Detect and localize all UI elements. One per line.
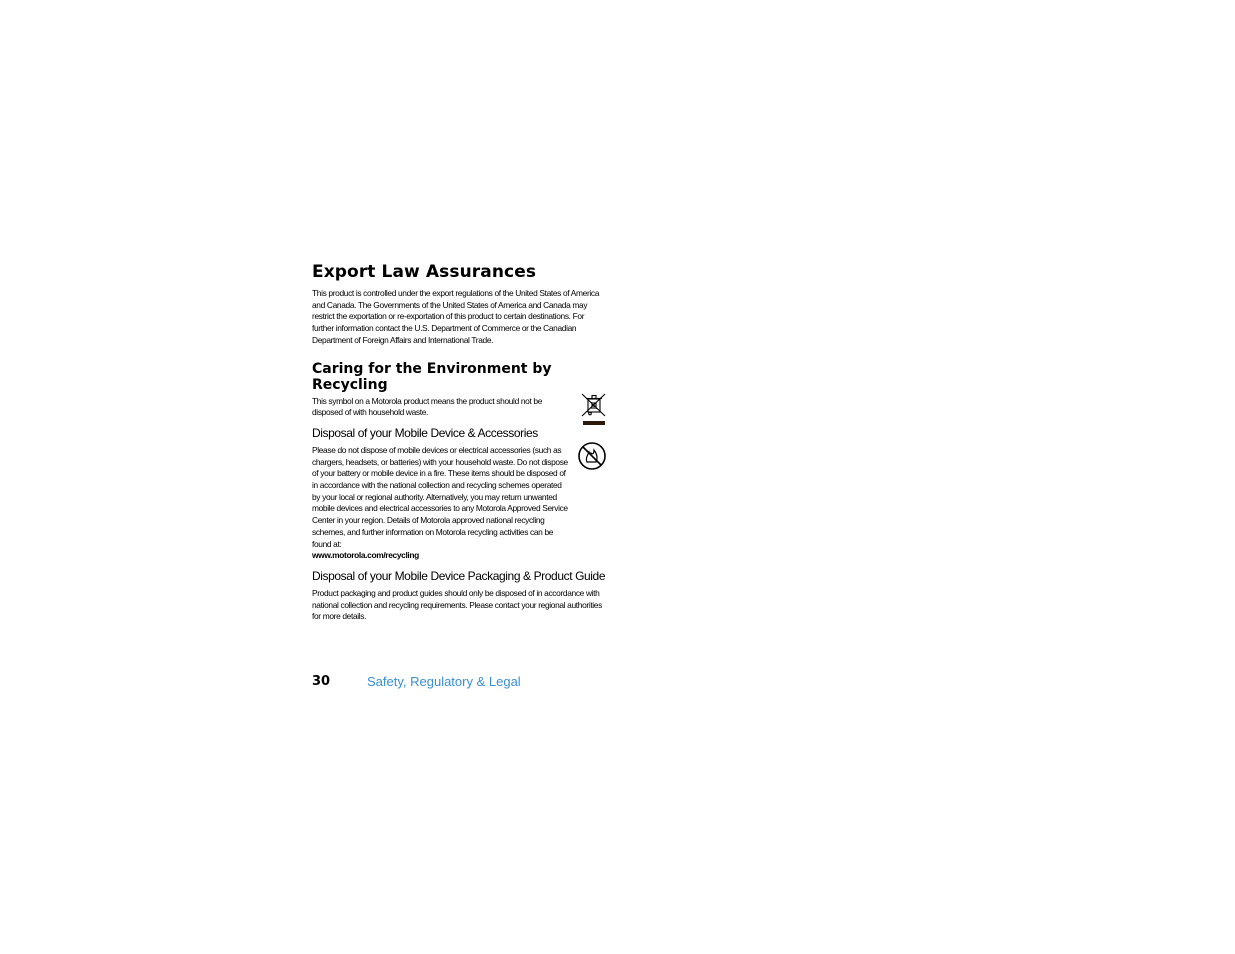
recycling-title: Caring for the Environment by Recycling xyxy=(312,360,552,393)
recycling-intro: This symbol on a Motorola product means the product should not be disposed of with household waste. xyxy=(312,395,543,418)
page-footer xyxy=(312,674,612,692)
page-number: 30 xyxy=(312,674,331,689)
export-law-body: This product is controlled under the export regulations of the United States of America and Canada. The Governments of the United States of America and Canada may restrict the exportation or re-exportation of this product to certain destinations. For further information contact the U.S. Department of Commerce or the Canadian Department of Foreign Affairs and International Trade. xyxy=(312,288,600,345)
crossed-out-wheelie-bin-icon xyxy=(580,392,608,428)
packaging-disposal-heading: Disposal of your Mobile Device Packaging & Product Guide xyxy=(312,568,606,583)
export-law-title: Export Law Assurances xyxy=(312,262,537,282)
device-disposal-heading: Disposal of your Mobile Device & Accessories xyxy=(312,425,538,440)
device-disposal-body xyxy=(312,445,570,562)
packaging-disposal-body: Product packaging and product guides should only be disposed of in accordance with national collection and recycling requirements. Please contact your regional authorities for more details. xyxy=(312,587,602,622)
device-disposal-text: Please do not dispose of mobile devices or electrical accessories (such as chargers, headsets, or batteries) with your household waste. Do not dispose of your battery or mobile device in a fire. These items should be disposed of in accordance with the national collection and recycling schemes operated by your local or regional authority. Alternatively, you may return unwanted mobile devices and electrical accessories to any Motorola Approved Service Center in your region. Details of Motorola approved national recycling schemes, and further information on Motorola recycling activities can be found at: xyxy=(312,444,568,549)
recycling-url: www.motorola.com/recycling xyxy=(312,550,419,561)
document-page xyxy=(312,262,606,623)
footer-section-title: Safety, Regulatory & Legal xyxy=(367,674,521,689)
no-fire-icon xyxy=(577,441,607,471)
